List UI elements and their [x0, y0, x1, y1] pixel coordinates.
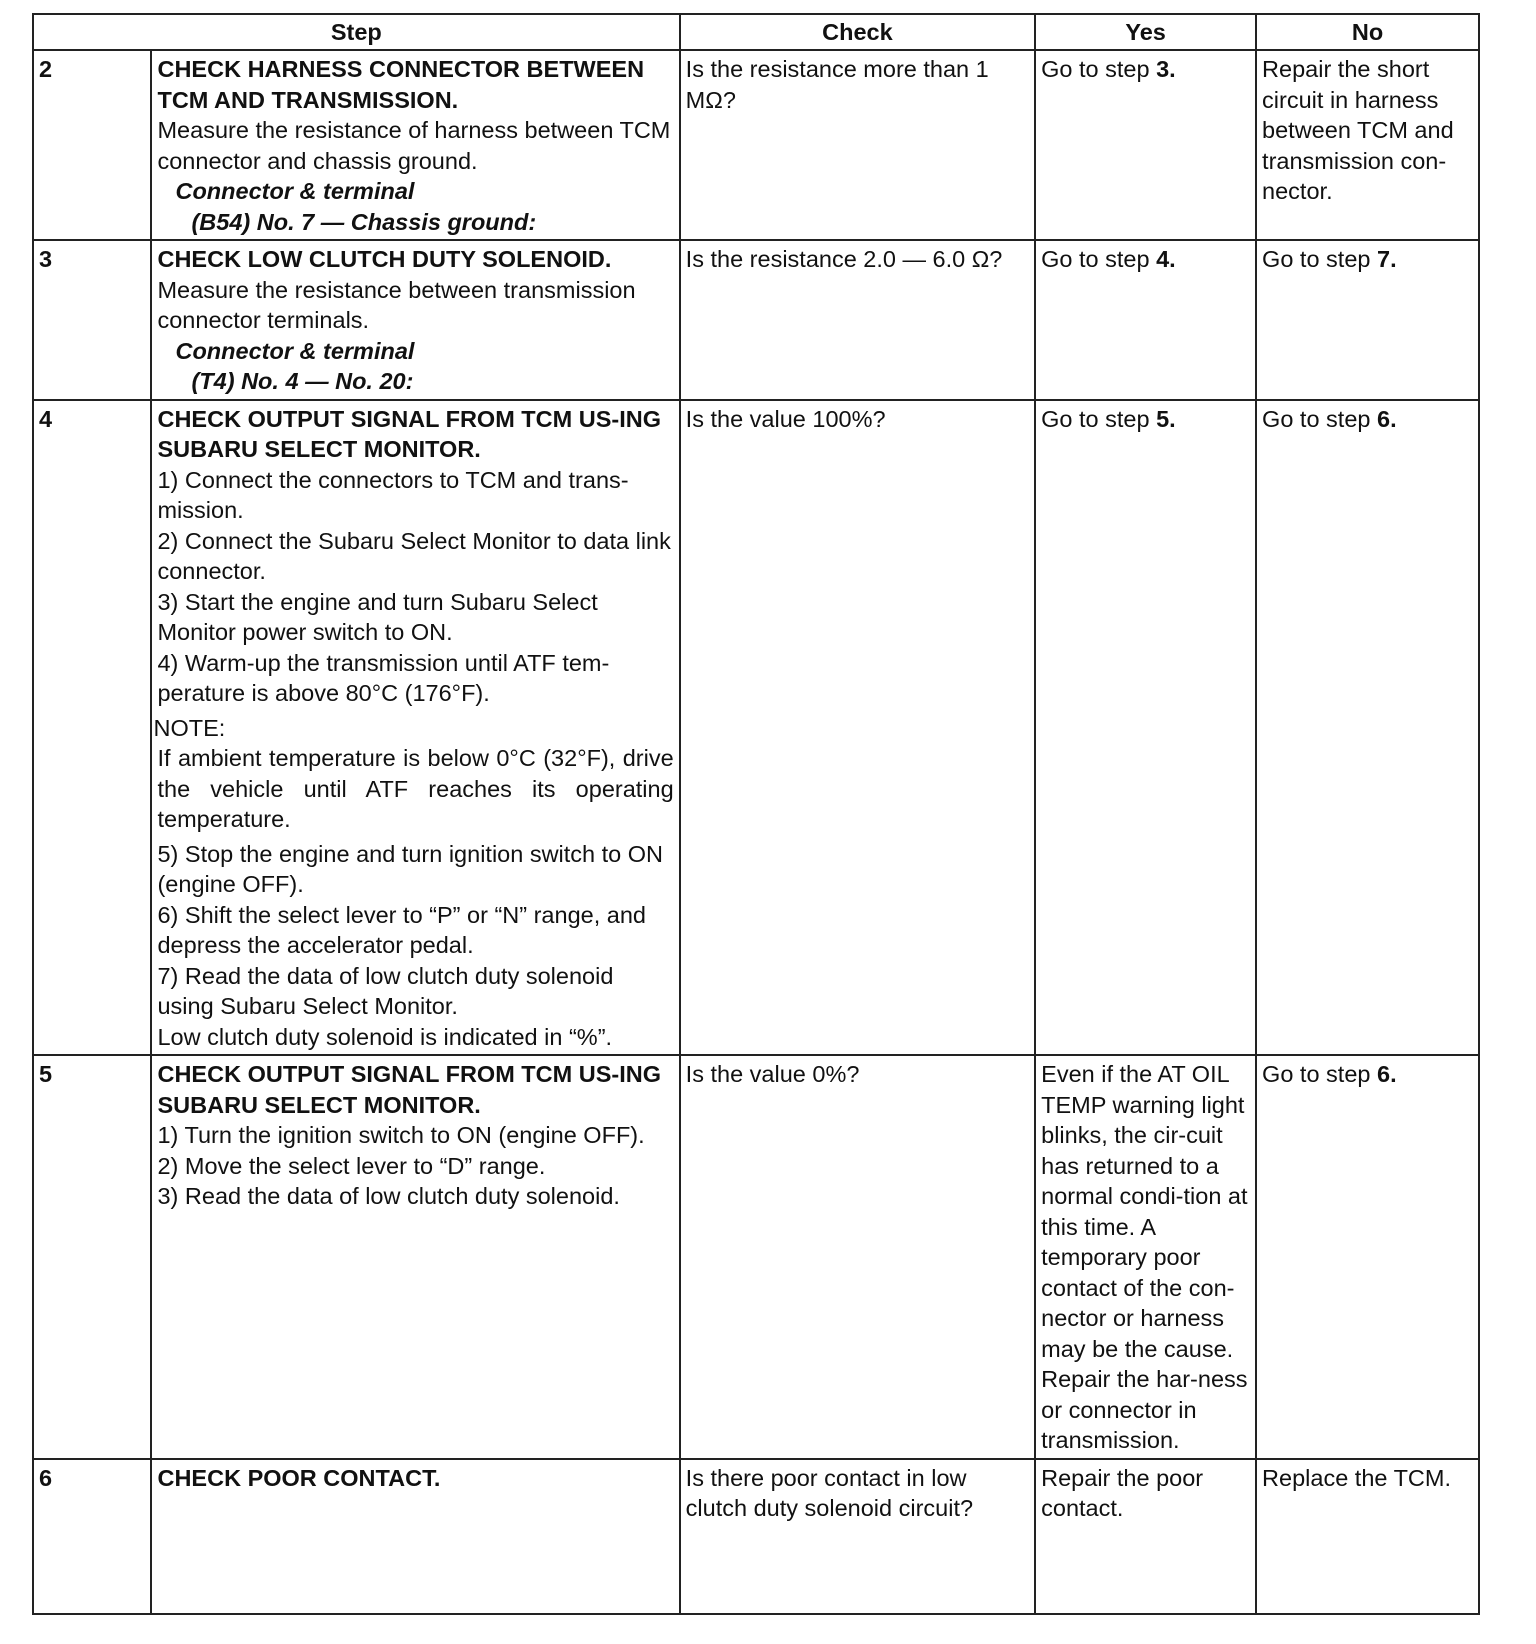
no-cell [1256, 240, 1479, 400]
step-number: 5 [33, 1055, 151, 1459]
table-row [33, 400, 1479, 1056]
terminal-spec: (B54) No. 7 — Chassis ground: [191, 208, 537, 235]
step-number: 4 [33, 400, 151, 1056]
note-label: NOTE: [153, 714, 226, 741]
header-no: No [1256, 14, 1479, 50]
step-title: CHECK POOR CONTACT. [157, 1464, 441, 1491]
procedure-note: Low clutch duty solenoid is indicated in “%”. [157, 1023, 613, 1050]
header-yes: Yes [1035, 14, 1256, 50]
check-cell: Is the resistance 2.0 — 6.0 Ω? [680, 240, 1035, 400]
diagnostic-table [32, 13, 1480, 1615]
header-row [33, 14, 1479, 50]
yes-cell [1035, 240, 1256, 400]
no-step-ref: 6. [1377, 405, 1397, 432]
procedure-step: 7) Read the data of low clutch duty solenoid using Subaru Select Monitor. [157, 962, 614, 1019]
check-cell: Is the value 0%? [680, 1055, 1035, 1459]
yes-text: Go to step [1041, 405, 1157, 432]
step-cell [151, 1055, 679, 1459]
step-cell [151, 1459, 679, 1614]
yes-cell [1035, 50, 1256, 240]
step-description: Measure the resistance between transmission connector terminals. [157, 276, 636, 333]
no-cell [1256, 1055, 1479, 1459]
step-title: CHECK HARNESS CONNECTOR BETWEEN TCM AND TRANSMISSION. [157, 56, 645, 113]
no-cell [1256, 400, 1479, 1056]
step-title: CHECK OUTPUT SIGNAL FROM TCM US-ING SUBARU SELECT MONITOR. [157, 1061, 661, 1118]
yes-step-ref: 5. [1156, 405, 1176, 432]
connector-label: Connector & terminal [175, 178, 415, 204]
step-title: CHECK LOW CLUTCH DUTY SOLENOID. [157, 246, 612, 272]
step-description: Measure the resistance of harness between TCM connector and chassis ground. [157, 117, 671, 174]
procedure-step: 6) Shift the select lever to “P” or “N” range, and depress the accelerator pedal. [157, 901, 646, 958]
yes-cell: Repair the poor contact. [1035, 1459, 1256, 1614]
procedure-step: 3) Read the data of low clutch duty solenoid. [157, 1183, 620, 1209]
no-step-ref: 7. [1377, 246, 1397, 272]
table-row [33, 1459, 1479, 1614]
note-text: If ambient temperature is below 0°C (32°F), drive the vehicle until ATF reaches its operating temperature. [157, 745, 674, 832]
check-cell: Is there poor contact in low clutch duty solenoid circuit? [680, 1459, 1035, 1614]
no-text: Go to step [1262, 1061, 1377, 1087]
procedure-step: 1) Turn the ignition switch to ON (engine OFF). [157, 1122, 645, 1148]
step-cell [151, 240, 679, 400]
procedure-step: 3) Start the engine and turn Subaru Select Monitor power switch to ON. [157, 588, 598, 645]
step-title: CHECK OUTPUT SIGNAL FROM TCM US-ING SUBARU SELECT MONITOR. [157, 405, 661, 462]
no-cell: Repair the short circuit in harness between TCM and transmission con-nector. [1256, 50, 1479, 240]
header-check: Check [680, 14, 1035, 50]
procedure-step: 2) Move the select lever to “D” range. [157, 1152, 546, 1179]
step-number: 6 [33, 1459, 151, 1614]
procedure-step: 1) Connect the connectors to TCM and trans-mission. [157, 466, 629, 523]
yes-step-ref: 4. [1156, 246, 1176, 272]
connector-label: Connector & terminal [175, 337, 415, 364]
step-number: 2 [33, 50, 151, 240]
yes-text: Go to step [1041, 246, 1157, 272]
procedure-step: 2) Connect the Subaru Select Monitor to data link connector. [157, 527, 671, 584]
procedure-step: 4) Warm-up the transmission until ATF tem-perature is above 80°C (176°F). [157, 649, 610, 706]
table-row [33, 240, 1479, 400]
yes-step-ref: 3. [1156, 56, 1176, 82]
table-row [33, 1055, 1479, 1459]
no-cell: Replace the TCM. [1256, 1459, 1479, 1614]
yes-cell [1035, 400, 1256, 1056]
no-text: Go to step [1262, 405, 1377, 432]
yes-cell: Even if the AT OIL TEMP warning light blinks, the cir-cuit has returned to a normal condi-tion at this time. A temporary poor contact of the con-nector or harness may be the cause. Repair the har-ness or connector in transmission. [1035, 1055, 1256, 1459]
check-cell: Is the resistance more than 1 MΩ? [680, 50, 1035, 240]
step-cell [151, 400, 679, 1056]
procedure-step: 5) Stop the engine and turn ignition switch to ON (engine OFF). [157, 840, 664, 897]
no-step-ref: 6. [1377, 1061, 1397, 1087]
terminal-spec: (T4) No. 4 — No. 20: [191, 368, 414, 394]
table-row [33, 50, 1479, 240]
header-step: Step [33, 14, 680, 50]
step-cell [151, 50, 679, 240]
yes-text: Go to step [1041, 56, 1157, 82]
no-text: Go to step [1262, 246, 1377, 272]
step-number: 3 [33, 240, 151, 400]
check-cell: Is the value 100%? [680, 400, 1035, 1056]
